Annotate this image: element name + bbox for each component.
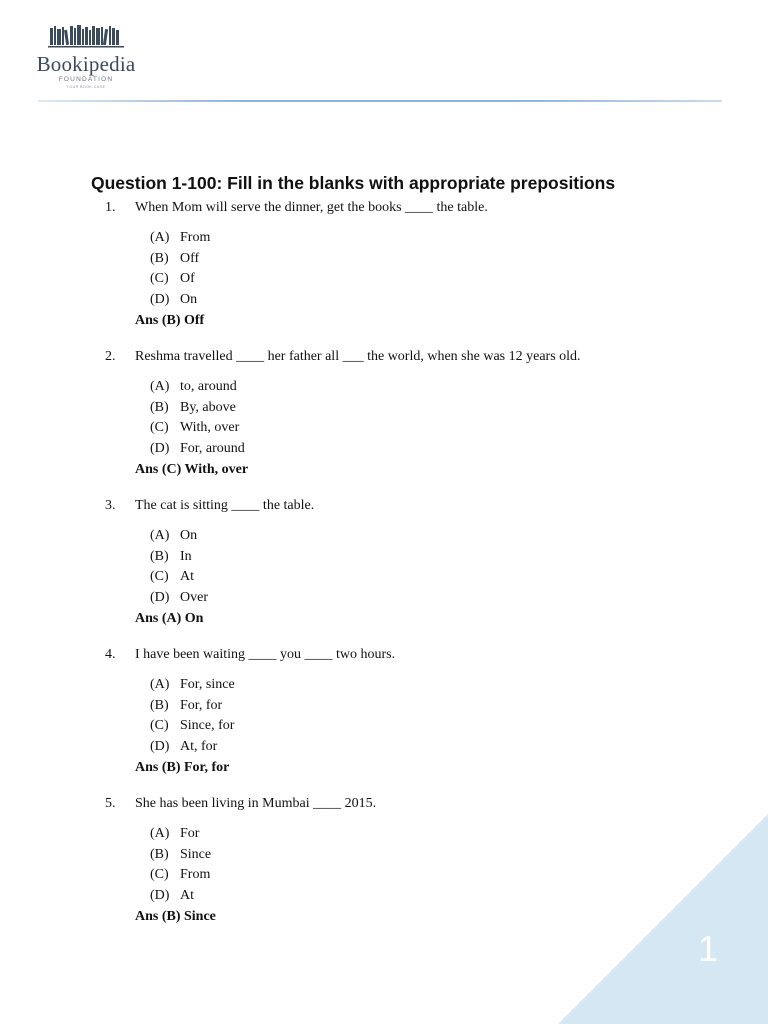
option-text: For, around — [180, 440, 245, 456]
option-a — [150, 675, 725, 696]
option-c — [150, 716, 725, 737]
logo-subtitle: FOUNDATION — [58, 76, 114, 83]
option-text: By, above — [180, 399, 236, 415]
option-text: For — [180, 826, 200, 841]
option-d — [150, 439, 725, 460]
option-text: At — [180, 569, 194, 584]
question-number: 5. — [105, 796, 116, 811]
option-c — [150, 269, 725, 290]
page-title: Question 1-100: Fill in the blanks with appropriate prepositions — [91, 173, 616, 193]
logo-name: Bookipedia — [36, 52, 136, 76]
option-d — [150, 737, 725, 758]
option-text: Of — [180, 271, 195, 286]
option-text: For, since — [180, 677, 235, 692]
logo-tagline: YOUR BOOK CARE — [66, 85, 106, 89]
answer-line: Ans (C) With, over — [135, 462, 249, 477]
option-text: In — [180, 548, 192, 564]
option-letter: (B) — [150, 250, 169, 266]
option-text: Since — [180, 846, 212, 862]
option-letter: (B) — [150, 399, 169, 415]
question-text: She has been living in Mumbai ____ 2015. — [135, 796, 377, 811]
option-text: At, for — [180, 738, 218, 754]
option-a — [150, 526, 725, 547]
option-text: From — [180, 867, 211, 882]
option-text: to, around — [180, 379, 237, 394]
question-text: When Mom will serve the dinner, get the books ____ the table. — [135, 200, 488, 215]
option-c — [150, 567, 725, 588]
option-letter: (D) — [150, 440, 170, 456]
question-number: 4. — [105, 647, 116, 662]
option-text: With, over — [180, 420, 240, 435]
option-letter: (A) — [150, 677, 170, 692]
option-b — [150, 696, 725, 717]
bookshelf-icon — [44, 20, 128, 50]
option-d — [150, 290, 725, 311]
option-a — [150, 228, 725, 249]
answer-line: Ans (A) On — [135, 611, 204, 626]
option-list — [150, 675, 725, 757]
option-c — [150, 418, 725, 439]
page-number: 1 — [698, 928, 719, 969]
question-number: 1. — [105, 200, 116, 215]
header-divider — [38, 100, 722, 102]
option-b — [150, 249, 725, 270]
option-text: At — [180, 887, 194, 903]
question-text: The cat is sitting ____ the table. — [135, 498, 315, 513]
answer-line: Ans (B) For, for — [135, 760, 230, 775]
question-2 — [105, 347, 725, 480]
option-d — [150, 588, 725, 609]
corner-decoration — [558, 814, 768, 1024]
option-text: On — [180, 291, 198, 307]
option-letter: (D) — [150, 291, 170, 307]
question-number: 2. — [105, 349, 116, 364]
option-letter: (B) — [150, 846, 169, 862]
option-letter: (B) — [150, 548, 169, 564]
option-text: Over — [180, 589, 208, 605]
option-text: Since, for — [180, 718, 235, 733]
question-4 — [105, 645, 725, 778]
option-letter: (D) — [150, 589, 170, 605]
option-text: From — [180, 230, 211, 245]
option-letter: (A) — [150, 230, 170, 245]
option-letter: (B) — [150, 697, 169, 713]
option-letter: (A) — [150, 826, 170, 841]
option-letter: (A) — [150, 528, 170, 543]
option-b — [150, 398, 725, 419]
question-1 — [105, 198, 725, 331]
option-list — [150, 377, 725, 459]
option-letter: (A) — [150, 379, 170, 394]
option-list — [150, 526, 725, 608]
option-text: On — [180, 528, 198, 543]
option-letter: (C) — [150, 718, 169, 733]
bookipedia-logo — [30, 20, 142, 89]
option-text: Off — [180, 250, 200, 266]
question-number: 3. — [105, 498, 116, 513]
option-letter: (D) — [150, 738, 170, 754]
option-letter: (C) — [150, 867, 169, 882]
option-a — [150, 377, 725, 398]
option-b — [150, 547, 725, 568]
answer-line: Ans (B) Off — [135, 313, 205, 328]
option-letter: (C) — [150, 569, 169, 584]
question-text: Reshma travelled ____ her father all ___ the world, when she was 12 years old. — [135, 349, 581, 364]
answer-line: Ans (B) Since — [135, 909, 216, 924]
question-text: I have been waiting ____ you ____ two hours. — [135, 647, 396, 662]
option-letter: (D) — [150, 887, 170, 903]
question-3 — [105, 496, 725, 629]
option-letter: (C) — [150, 271, 169, 286]
option-list — [150, 228, 725, 310]
option-text: For, for — [180, 697, 223, 713]
option-letter: (C) — [150, 420, 169, 435]
